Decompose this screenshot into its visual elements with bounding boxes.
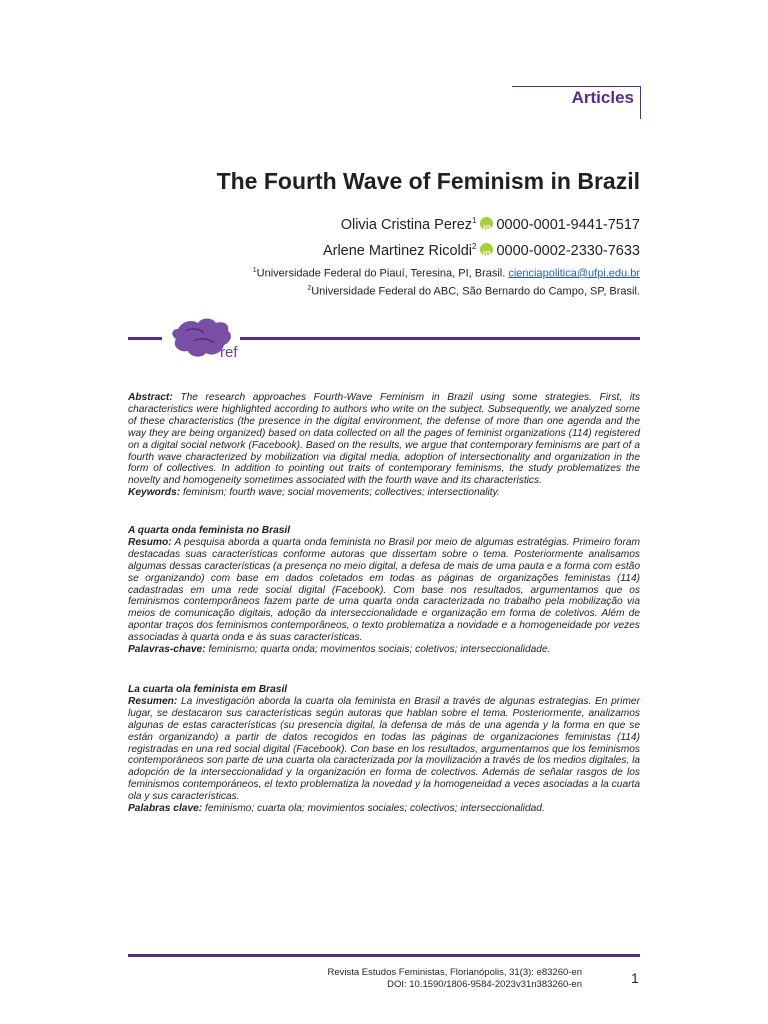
footer-rule [128,954,640,957]
abstract-en [128,392,640,499]
abstract-text: La investigación aborda la cuarta ola feminista en Brasil a través de algunas estrategias. En primer lugar, se destacaron sus características según autoras que hablan sobre el tema. Posteriormente, analizamos algunas de estas características (su presencia digital, la defensa de más de una agenda y la forma en que se están organizando) a partir de datos recogidos en todas las páginas de organizaciones feministas (114) registradas en una red social digital (Facebook). Con base en los resultados, argumentamos que los feminismos contemporáneos son parte de una cuarta ola caracterizada por la movilización a través de los medios digitales, la adopción de la interseccionalidad y la organización en forma de colectivos. Además de señalar rasgos de los feminismos contemporáneos, el texto problematiza la novedad y la homogeneidad a veces asociadas a la cuarta ola y sus características. [128,695,640,803]
section-header [512,86,641,119]
email-link[interactable]: cienciapolitica@ufpi.edu.br [508,267,640,280]
keywords-label: Keywords: [128,487,181,499]
abstract-label: Abstract: [128,392,173,403]
doi[interactable]: DOI: 10.1590/1806-9584-2023v31n383260-en [387,979,582,990]
journal-logo-text: ref [220,344,238,361]
author-line [253,236,640,262]
abstract-en-body [128,392,640,487]
keywords-pt [128,644,640,656]
keywords-text: feminismo; cuarta ola; movimientos sociales; colectivos; interseccionalidad. [205,803,545,815]
author-block [253,210,640,300]
journal-citation: Revista Estudos Feministas, Florianópolis, 31(3): e83260-en [327,967,582,978]
journal-logo [168,315,248,363]
abstract-label: Resumen: [128,695,178,707]
affiliation-1 [253,263,640,282]
affiliation-text: Universidade Federal do ABC, São Bernardo do Campo, SP, Brasil. [311,285,640,298]
keywords-es [128,803,640,815]
orcid-icon[interactable] [480,243,493,256]
section-label: Articles [571,88,634,107]
orcid-id[interactable]: 0000-0002-2330-7633 [496,242,640,259]
article-title: The Fourth Wave of Feminism in Brazil [216,168,640,194]
author-line [253,210,640,236]
orcid-id[interactable]: 0000-0001-9441-7517 [496,216,640,233]
affiliation-marker: 2 [307,285,312,293]
abstract-pt [128,525,640,656]
abstract-heading: A quarta onda feminista no Brasil [128,525,291,536]
page-number: 1 [631,970,639,986]
divider-rule-right [240,337,640,340]
affiliation-marker: 1 [472,216,477,225]
abstract-heading: La cuarta ola feminista em Brasil [128,684,288,695]
affiliation-marker: 2 [472,241,477,251]
abstract-text: A pesquisa aborda a quarta onda feminista no Brasil por meio de algumas estratégias. Primeiro foram destacadas suas características conforme autoras que dissertam sobre o tema. Posteriormente analisamos algumas dessas características (a presença no meio digital, a defesa de mais de uma pauta e a forma com estão se organizando) com base em dados coletados em todas as páginas de organizações feministas (114) cadastradas em uma rede social digital (Facebook). Com base nos resultados, argumentamos que os feminismos contemporâneos fazem parte de uma quarta onda caracterizada no trabalho pela mobilização via meios de comunicação digitais, adoção da interseccionalidade e organização em forma de coletivos. Além de apontar traços dos feminismos contemporâneos, o texto problematiza a novidade e a homogeneidade por vezes associadas à quarta onda e às suas características. [128,536,640,644]
keywords-text: feminismo; quarta onda; movimentos sociais; coletivos; interseccionalidade. [208,644,551,656]
abstract-pt-body [128,537,640,644]
author-name: Arlene Martinez Ricoldi [322,242,473,259]
divider-rule-left [128,337,162,340]
footer-citation-block [327,967,582,991]
orcid-icon[interactable] [480,217,493,230]
keywords-en [128,487,640,499]
author-name: Olivia Cristina Perez [340,216,473,233]
keywords-label: Palabras clave: [128,803,203,815]
abstract-text: The research approaches Fourth-Wave Feminism in Brazil using some strategies. First, its characteristics were highlighted according to authors who write on the subject. Subsequently, we analyzed some of these characteristics (the presence in the digital environment, the defense of more than one agenda and the way they are being organized) based on data collected on all the pages of feminist organizations (114) registered on a digital social network (Facebook). Based on the results, we argue that contemporary feminisms are part of a fourth wave characterized by mobilization via digital media, adoption of intersectionality and organization in the form of collectives. In addition to pointing out traits of contemporary feminisms, the study problematizes the novelty and homogeneity sometimes associated with the fourth wave and its characteristics. [128,392,640,487]
keywords-label: Palavras-chave: [128,644,206,656]
abstract-label: Resumo: [128,536,172,548]
affiliation-2 [253,281,640,300]
affiliation-marker: 1 [252,266,257,274]
abstract-es-body [128,696,640,803]
affiliation-text: Universidade Federal do Piauí, Teresina, PI, Brasil. [256,267,509,280]
abstract-es [128,684,640,815]
keywords-text: feminism; fourth wave; social movements; collectives; intersectionality. [182,487,500,499]
